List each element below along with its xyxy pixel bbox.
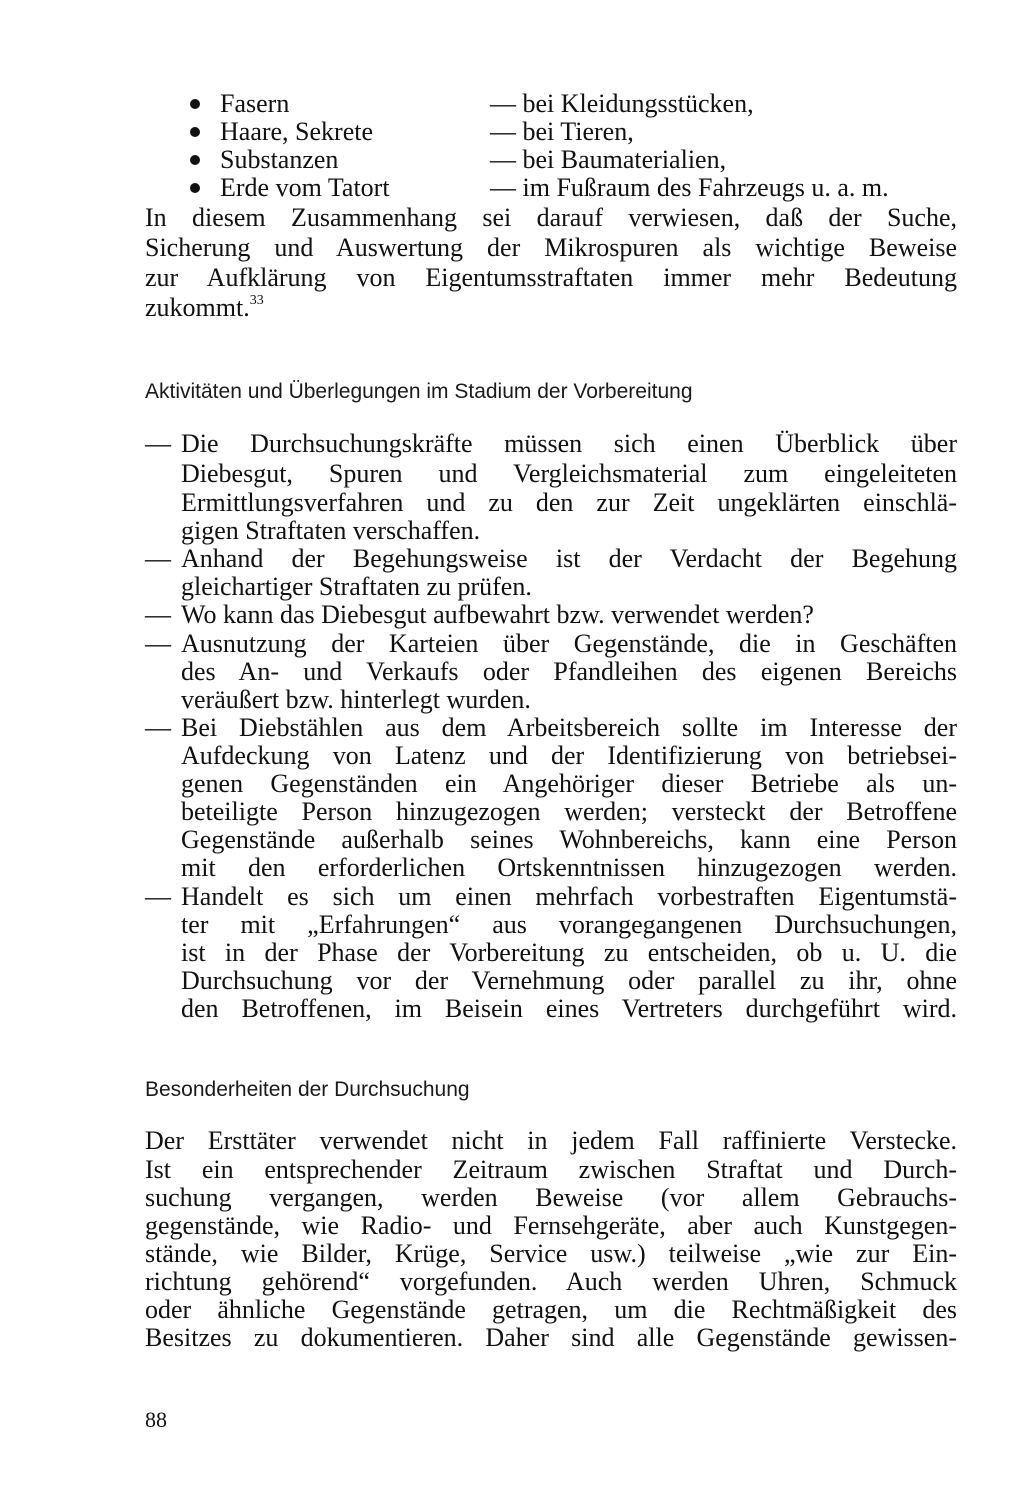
bullet-item: Fasern: [220, 89, 290, 118]
bullet-item: Haare, Sekrete: [220, 117, 374, 146]
list-line: Gegenstände außerhalb seines Wohnbereichs, kann eine Person: [181, 825, 957, 854]
list-line: Durchsuchung vor der Vernehmung oder parallel zu ihr, ohne: [181, 966, 957, 995]
list-line: Bei Diebstählen aus dem Arbeitsbereich sollte im Interesse der: [181, 713, 957, 742]
bullet-icon: [190, 155, 200, 165]
list-line: gleichartiger Straftaten zu prüfen.: [181, 572, 532, 601]
paragraph-line: richtung gehörend“ vorgefunden. Auch werden Uhren, Schmuck: [145, 1267, 957, 1296]
paragraph-line: Sicherung und Auswertung der Mikrospuren als wichtige Beweise: [145, 233, 957, 262]
list-line: veräußert bzw. hinterlegt wurden.: [181, 685, 531, 714]
bullet-item: Erde vom Tatort: [220, 173, 390, 202]
page-number: 88: [145, 1407, 167, 1432]
list-line: den Betroffenen, im Beisein eines Vertreters durchgeführt wird.: [181, 994, 957, 1023]
bullet-item: Substanzen: [220, 145, 339, 174]
list-line: gigen Straftaten verschaffen.: [181, 516, 481, 545]
list-line: des An- und Verkaufs oder Pfandleihen des eigenen Bereichs: [181, 657, 957, 686]
section-heading: Aktivitäten und Überlegungen im Stadium der Vorbereitung: [145, 380, 693, 403]
list-line: Diebesgut, Spuren und Vergleichsmaterial zum eingeleiteten: [181, 459, 957, 488]
bullet-icon: [190, 183, 200, 193]
paragraph-line: zur Aufklärung von Eigentumsstraftaten immer mehr Bedeutung: [145, 263, 957, 292]
footnote-marker: 33: [249, 293, 264, 308]
section-heading: Besonderheiten der Durchsuchung: [145, 1078, 470, 1101]
paragraph-line: In diesem Zusammenhang sei darauf verwiesen, daß der Suche,: [145, 203, 957, 232]
bullet-icon: [190, 127, 200, 137]
dash-marker: —: [145, 600, 171, 629]
paragraph-line: oder ähnliche Gegenstände getragen, um die Rechtmäßigkeit des: [145, 1295, 957, 1324]
bullet-item-where: — bei Tieren,: [490, 117, 634, 146]
list-line: Ausnutzung der Karteien über Gegenstände, die in Geschäften: [181, 629, 957, 658]
list-line: Ermittlungsverfahren und zu den zur Zeit ungeklärten einschlä-: [181, 488, 957, 517]
list-line: Anhand der Begehungsweise ist der Verdacht der Begehung: [181, 544, 957, 573]
list-line: Handelt es sich um einen mehrfach vorbestraften Eigentumstä-: [181, 882, 957, 911]
bullet-icon: [190, 99, 200, 109]
dash-marker: —: [145, 629, 171, 658]
list-line: ter mit „Erfahrungen“ aus vorangegangenen Durchsuchungen,: [181, 910, 957, 939]
list-line: Wo kann das Diebesgut aufbewahrt bzw. verwendet werden?: [181, 600, 814, 629]
paragraph-line: Der Ersttäter verwendet nicht in jedem Fall raffinierte Verstecke.: [145, 1126, 957, 1155]
dash-marker: —: [145, 544, 171, 573]
paragraph-line: Besitzes zu dokumentieren. Daher sind alle Gegenstände gewissen-: [145, 1323, 957, 1352]
paragraph-line: suchung vergangen, werden Beweise (vor allem Gebrauchs-: [145, 1183, 957, 1212]
dash-marker: —: [145, 882, 171, 911]
paragraph-text: zukommt.: [145, 293, 250, 322]
paragraph-line: Ist ein entsprechender Zeitraum zwischen Straftat und Durch-: [145, 1155, 957, 1184]
bullet-item-where: — bei Baumaterialien,: [490, 145, 727, 174]
paragraph-line: gegenstände, wie Radio- und Fernsehgeräte, aber auch Kunstgegen-: [145, 1211, 957, 1240]
paragraph-last-line: [145, 294, 264, 322]
paragraph-line: stände, wie Bilder, Krüge, Service usw.) teilweise „wie zur Ein-: [145, 1239, 957, 1268]
dash-marker: —: [145, 429, 171, 458]
dash-marker: —: [145, 713, 171, 742]
list-line: mit den erforderlichen Ortskenntnissen hinzugezogen werden.: [181, 853, 957, 882]
bullet-item-where: — im Fußraum des Fahrzeugs u. a. m.: [490, 173, 889, 202]
list-line: Aufdeckung von Latenz und der Identifizierung von betriebsei-: [181, 741, 957, 770]
list-line: Die Durchsuchungskräfte müssen sich einen Überblick über: [181, 429, 957, 458]
bullet-item-where: — bei Kleidungsstücken,: [490, 89, 754, 118]
list-line: ist in der Phase der Vorbereitung zu entscheiden, ob u. U. die: [181, 938, 957, 967]
list-line: genen Gegenständen ein Angehöriger dieser Betriebe als un-: [181, 769, 957, 798]
list-line: beteiligte Person hinzugezogen werden; versteckt der Betroffene: [181, 797, 957, 826]
